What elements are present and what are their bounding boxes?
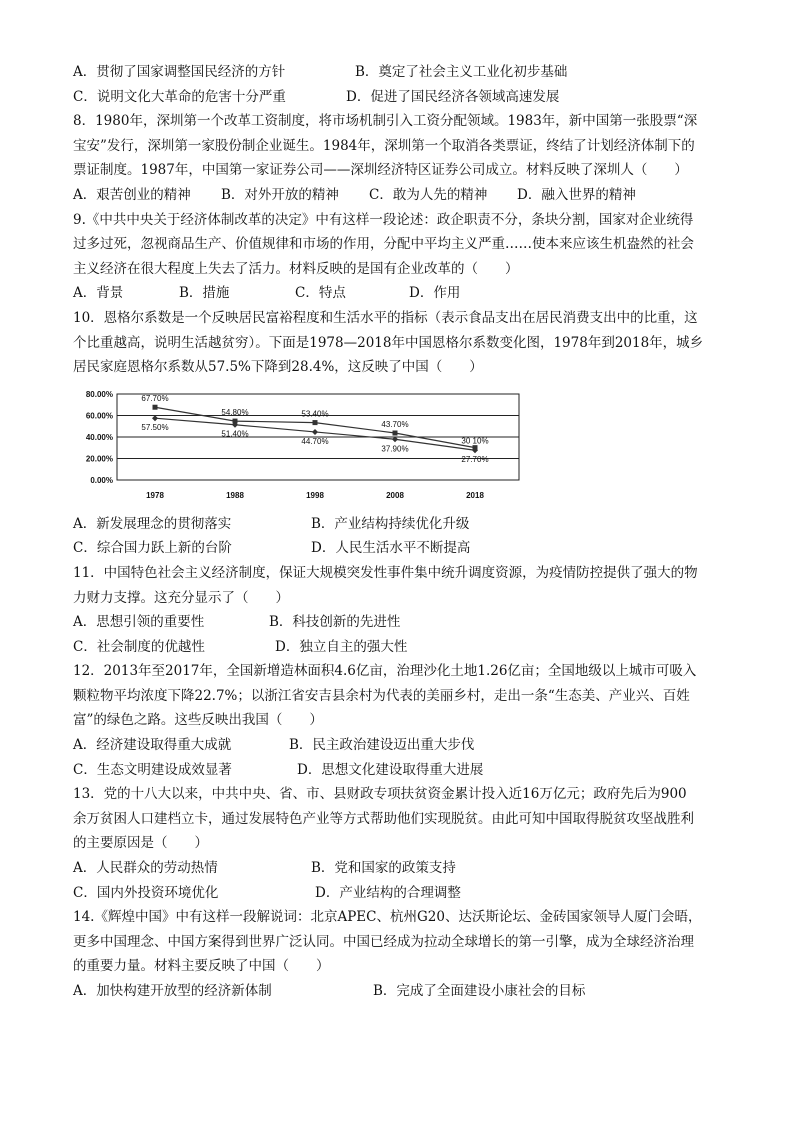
data-label: 27.70% <box>461 454 489 464</box>
engel-chart-svg <box>73 384 533 506</box>
q13-options-row-1 <box>73 856 733 881</box>
q7-option-d: D．促进了国民经济各领域高速发展 <box>346 88 560 105</box>
data-label: 57.50% <box>141 422 169 432</box>
data-point <box>152 415 158 421</box>
q9-stem-line: 主义经济在很大程度上失去了活力。材料反映的是国有企业改革的（ ） <box>73 260 519 277</box>
data-label: 30 10% <box>461 436 489 446</box>
y-tick-label: 40.00% <box>85 432 113 442</box>
y-tick-label: 20.00% <box>85 454 113 464</box>
q12-option-d: D．思想文化建设取得重大进展 <box>297 761 484 778</box>
q9-options <box>73 281 733 306</box>
x-tick-label: 1978 <box>146 490 164 500</box>
q8-stem-line: 宝安”发行，深圳第一家股份制企业诞生。1984年，深圳第一个取消各类票证，终结了计划经济体制下的 <box>73 137 695 154</box>
q8-option-c: C．敢为人先的精神 <box>369 186 488 203</box>
data-label: 44.70% <box>301 436 329 446</box>
q9-option-d: D．作用 <box>409 285 461 302</box>
q8-stem-line: 票证制度。1987年，中国第一家证券公司——深圳经济特区证券公司成立。材料反映了深圳人（ ） <box>73 162 688 179</box>
q7-options-row-2 <box>73 85 733 110</box>
data-label: 67.70% <box>141 393 169 403</box>
q12-option-c: C．生态文明建设成效显著 <box>73 761 232 778</box>
q13-stem-line: 余万贫困人口建档立卡，通过发展特色产业等方式帮助他们实现脱贫。由此可知中国取得脱贫攻坚战胜利 <box>73 810 694 827</box>
q11-options-row-2 <box>73 635 733 660</box>
q13-options-row-2 <box>73 881 733 906</box>
x-tick-label: 2018 <box>466 490 484 500</box>
y-tick-label: 0.00% <box>90 475 113 485</box>
q13-option-b: B．党和国家的政策支持 <box>311 860 456 877</box>
data-point <box>312 429 318 435</box>
q10-stem-line: 个比重越高，说明生活越贫穷）。下面是1978—2018年中国恩格尔系数变化图，1978年到2018年，城乡 <box>73 334 704 351</box>
y-tick-label: 80.00% <box>85 389 113 399</box>
q12-option-a: A．经济建设取得重大成就 <box>73 737 232 754</box>
q14-option-a: A．加快构建开放型的经济新体制 <box>73 983 272 999</box>
q9-option-a: A．背景 <box>73 285 124 302</box>
q7-options-row-1 <box>73 60 733 85</box>
q8-option-d: D．融入世界的精神 <box>517 186 636 203</box>
q13-stem-line: 13．党的十八大以来，中共中央、省、市、县财政专项扶贫资金累计投入近16万亿元；政府先后为900 <box>73 786 687 803</box>
q12-stem-line: 富”的绿色之路。这些反映出我国（ ） <box>73 712 323 729</box>
q8-stem-line: 8．1980年，深圳第一个改革工资制度，将市场机制引入工资分配领域。1983年，新中国第一张股票“深 <box>73 113 698 130</box>
q12-options-row-1 <box>73 733 733 758</box>
q10-options-row-2 <box>73 536 733 561</box>
q9-option-c: C．特点 <box>295 285 346 302</box>
q11-option-c: C．社会制度的优越性 <box>73 638 205 655</box>
data-point <box>153 404 158 409</box>
q12-stem-line: 12．2013年至2017年，全国新增造林面积4.6亿亩，治理沙化土地1.26亿亩；全国地级以上城市可吸入 <box>73 663 697 680</box>
q7-option-b: B．奠定了社会主义工业化初步基础 <box>355 64 568 80</box>
data-label: 43.70% <box>381 419 409 429</box>
q13-option-d: D．产业结构的合理调整 <box>315 884 461 901</box>
data-label: 53.40% <box>301 409 329 419</box>
data-point <box>393 430 398 435</box>
q9-stem-line: 9.《中共中央关于经济体制改革的决定》中有这样一段论述：政企职责不分，条块分割，国家对企业统得 <box>73 211 694 228</box>
q8-option-a: A．艰苦创业的精神 <box>73 186 191 203</box>
q10-option-c: C．综合国力跃上新的台阶 <box>73 540 232 557</box>
q13-option-c: C．国内外投资环境优化 <box>73 884 219 901</box>
q10-stem-line: 居民家庭恩格尔系数从57.5%下降到28.4%，这反映了中国（ ） <box>73 359 483 376</box>
q10-options-row-1 <box>73 512 733 537</box>
q14-option-b: B．完成了全面建设小康社会的目标 <box>373 983 586 999</box>
q10-option-b: B．产业结构持续优化升级 <box>311 515 470 532</box>
q11-option-a: A．思想引领的重要性 <box>73 614 205 631</box>
y-tick-label: 60.00% <box>85 411 113 421</box>
q10-option-a: A．新发展理念的贯彻落实 <box>73 515 232 532</box>
q12-option-b: B．民主政治建设迈出重大步伐 <box>289 737 475 754</box>
x-tick-label: 2008 <box>386 490 404 500</box>
q7-option-a: A．贯彻了国家调整国民经济的方针 <box>73 64 286 80</box>
q11-stem-line: 11．中国特色社会主义经济制度，保证大规模突发性事件集中统升调度资源，为疫情防控提供了强大的物 <box>73 564 698 581</box>
data-label: 37.90% <box>381 443 409 453</box>
q10-option-d: D．人民生活水平不断提高 <box>311 540 471 557</box>
data-label: 51.40% <box>221 429 249 439</box>
q8-options <box>73 183 733 208</box>
engel-coefficient-chart <box>73 384 733 506</box>
q14-stem-line: 更多中国理念、中国方案得到世界广泛认同。中国已经成为拉动全球增长的第一引擎，成为全球经济治理 <box>73 933 694 950</box>
data-label: 54.80% <box>221 407 249 417</box>
q8-option-b: B．对外开放的精神 <box>221 186 339 203</box>
data-point <box>313 420 318 425</box>
q13-stem-line: 的主要原因是（ ） <box>73 835 208 852</box>
q13-option-a: A．人民群众的劳动热情 <box>73 860 218 877</box>
q14-stem-line: 14.《辉煌中国》中有这样一段解说词：北京APEC、杭州G20、达沃斯论坛、金砖国家领导人厦门会晤， <box>73 909 702 926</box>
q12-stem-line: 颗粒物平均浓度下降22.7%；以浙江省安吉县余村为代表的美丽乡村，走出一条“生态美、产业兴、百姓 <box>73 687 690 704</box>
q14-stem-line: 的重要力量。材料主要反映了中国（ ） <box>73 958 330 975</box>
q7-option-c: C．说明文化大革命的危害十分严重 <box>73 88 286 105</box>
exam-page <box>73 60 733 1004</box>
q14-options <box>73 979 733 1004</box>
q9-option-b: B．措施 <box>179 285 230 302</box>
q11-option-d: D．独立自主的强大性 <box>275 638 408 655</box>
q11-stem-line: 力财力支撑。这充分显示了（ ） <box>73 589 289 606</box>
q11-option-b: B．科技创新的先进性 <box>269 614 401 631</box>
q9-stem-line: 过多过死，忽视商品生产、价值规律和市场的作用，分配中平均主义严重……使本来应该生机盎然的社会 <box>73 236 694 253</box>
q11-options-row-1 <box>73 610 733 635</box>
x-tick-label: 1998 <box>306 490 324 500</box>
q10-stem-line: 10．恩格尔系数是一个反映居民富裕程度和生活水平的指标（表示食品支出在居民消费支出中的比重，这 <box>73 309 698 326</box>
x-tick-label: 1988 <box>226 490 244 500</box>
q12-options-row-2 <box>73 758 733 783</box>
